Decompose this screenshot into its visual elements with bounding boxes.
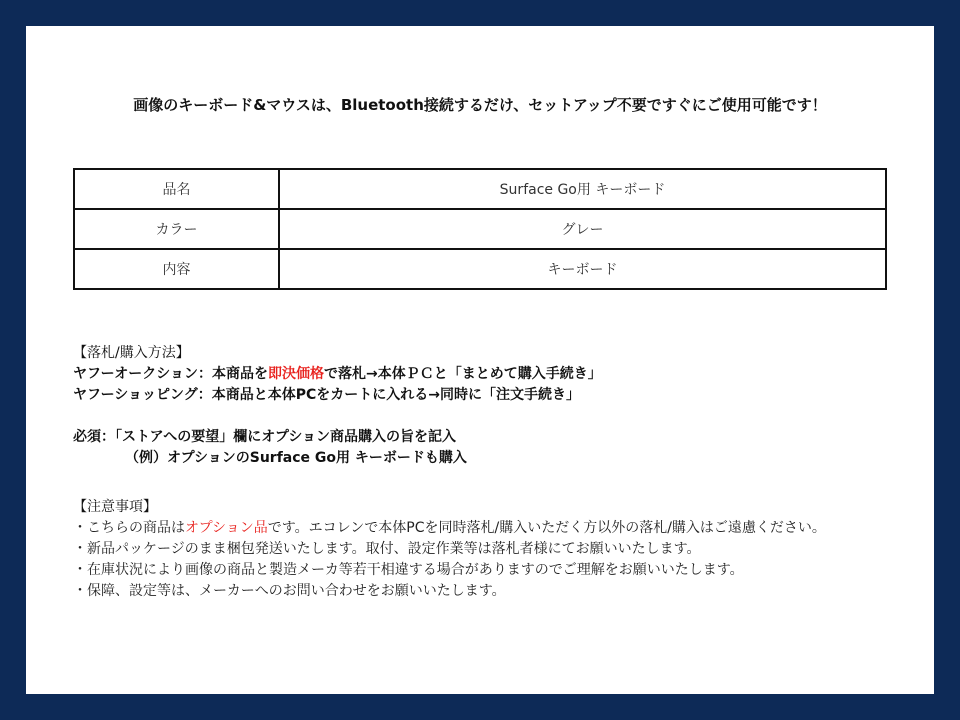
note-item: ・新品パッケージのまま梱包発送いたします。取付、設定作業等は落札者様にてお願いいたします。	[73, 541, 701, 557]
table-row	[74, 209, 886, 249]
auction-line	[73, 364, 602, 385]
row-label: 品名	[74, 169, 279, 209]
table-row	[74, 249, 886, 289]
notes-section	[73, 497, 873, 602]
notes-heading: 【注意事項】	[73, 499, 157, 515]
text: です。エコレンで本体PCを同時落札/購入いただく方以外の落札/購入はご遠慮ください。	[267, 520, 826, 536]
row-value: Surface Go用 キーボード	[279, 169, 886, 209]
row-value: キーボード	[279, 249, 886, 289]
spec-table	[73, 168, 887, 290]
headline: 画像のキーボード&マウスは、Bluetooth接続するだけ、セットアップ不要ですぐにご使用可能です！	[133, 96, 827, 114]
highlight: オプション品	[185, 520, 268, 536]
note-item	[73, 518, 873, 539]
row-label: カラー	[74, 209, 279, 249]
example-line: （例）オプションのSurface Go用 キーボードも購入	[125, 450, 467, 466]
shopping-line: ヤフーショッピング：本商品と本体PCをカートに入れる→同時に「注文手続き」	[73, 387, 581, 403]
text: ヤフーオークション：本商品を	[73, 366, 269, 382]
text: ・こちらの商品は	[73, 520, 185, 536]
purchase-section	[73, 343, 602, 469]
note-item: ・保障、設定等は、メーカーへのお問い合わせをお願いいたします。	[73, 583, 506, 599]
note-item: ・在庫状況により画像の商品と製造メーカ等若干相違する場合がありますのでご理解をお願いいたします。	[73, 562, 744, 578]
text: で落札→本体ＰＣと「まとめて購入手続き」	[324, 366, 602, 382]
required-line: 必須：「ストアへの要望」欄にオプション商品購入の旨を記入	[73, 429, 457, 445]
purchase-heading: 【落札/購入方法】	[73, 345, 190, 361]
row-label: 内容	[74, 249, 279, 289]
row-value: グレー	[279, 209, 886, 249]
highlight: 即決価格	[268, 366, 325, 382]
table-row	[74, 169, 886, 209]
